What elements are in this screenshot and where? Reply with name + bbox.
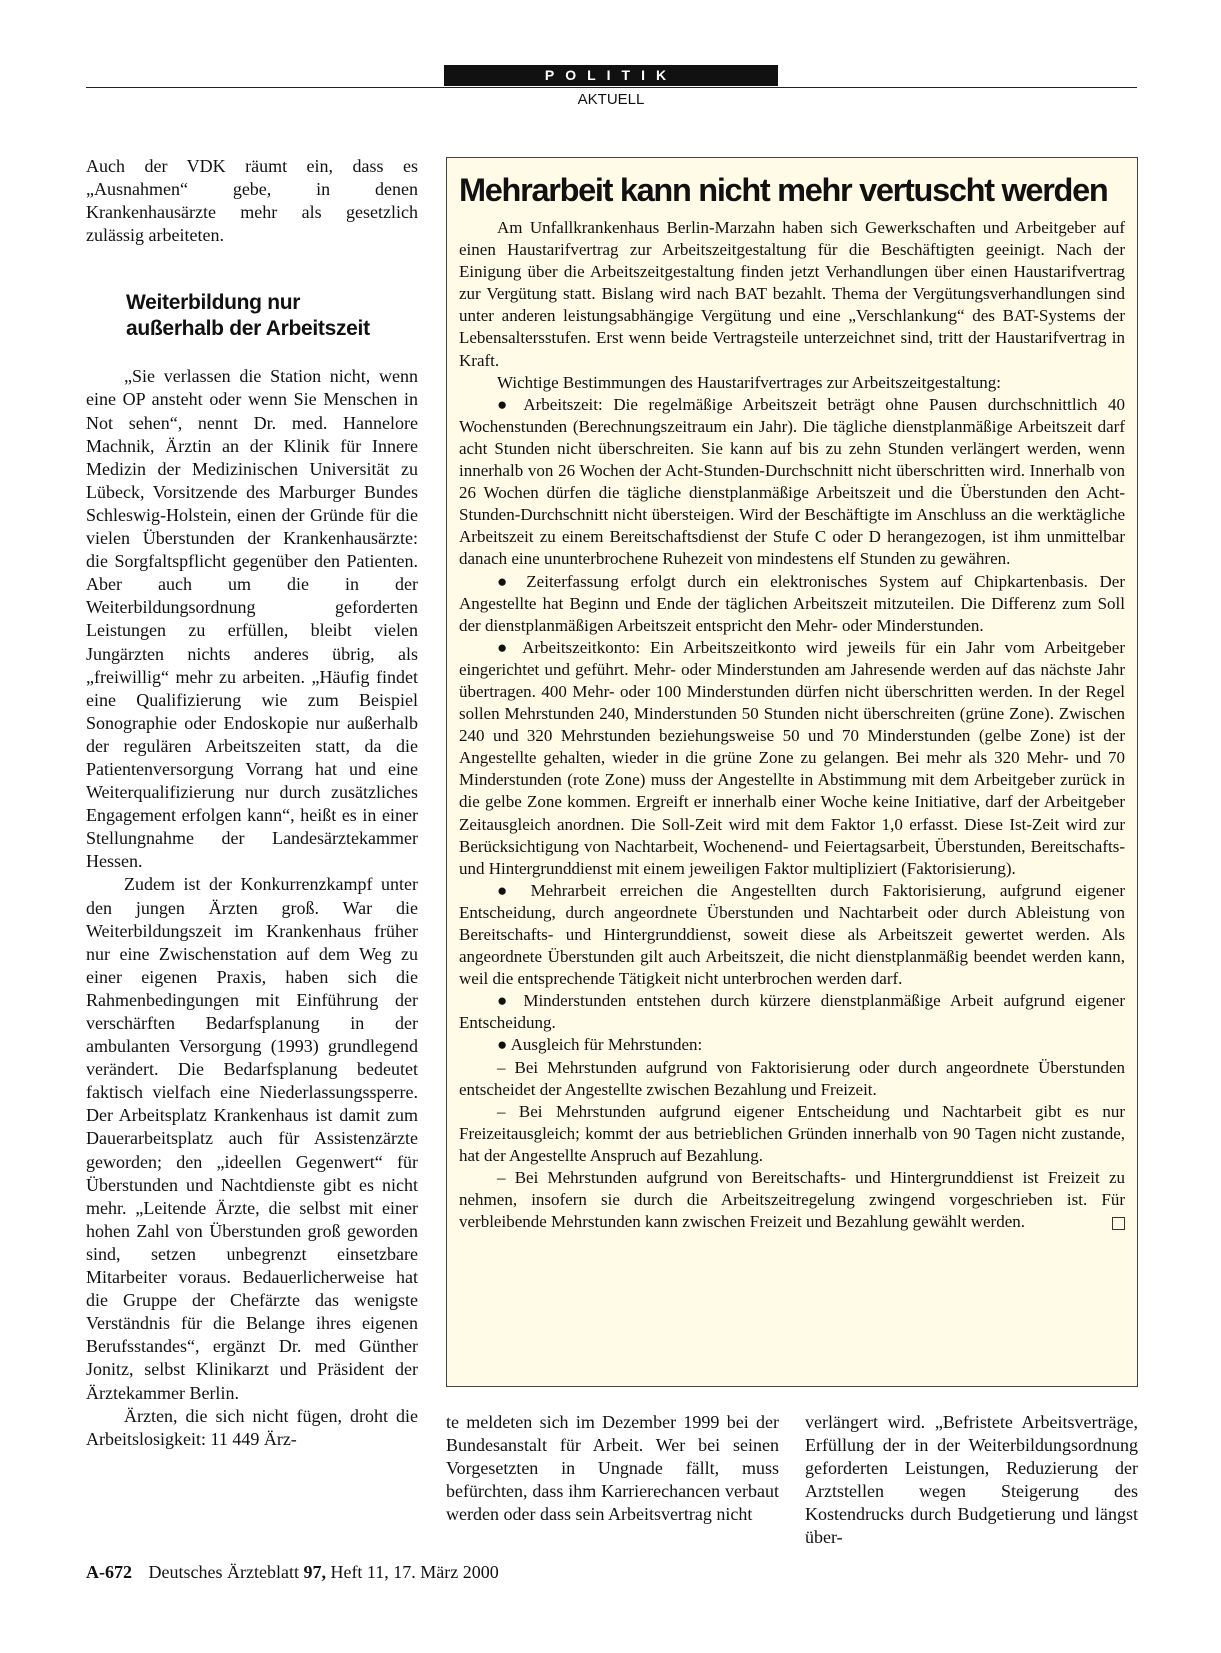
middle-column-text: te meldeten sich im Dezember 1999 bei der Bundesanstalt für Arbeit. Wer bei seinen Vorgesetzten in Ungnade fällt, muss befürchten, dass ihm Karrierechancen verbaut werden oder dass sein Arbeitsvertrag nicht [446, 1412, 779, 1525]
page-number: A-672 [86, 1562, 132, 1582]
left-para-3: Zudem ist der Konkurrenzkampf unter den jungen Ärzten groß. War die Weiterbildungszeit im Krankenhaus früher nur eine Zwischenstation auf dem Weg zu einer eigenen Praxis, haben sich die Rahmenbedingungen mit Einführung der verschärften Bedarfsplanung in der ambulanten Versorgung (1993) grundlegend verändert. Die Bedarfsplanung bedeutet faktisch vielfach eine Niederlassungssperre. Der Arbeitsplatz Krankenhaus ist damit zum Dauerarbeitsplatz auch für Assistenzärzte geworden; den „ideellen Gegenwert“ für Überstunden und Nachtdienste gibt es nicht mehr. „Leitende Ärzte, die selbst mit einer hohen Zahl von Überstunden groß geworden sind, setzen unbegrenzt einsetzbare Mitarbeiter voraus. Bedauerlicherweise hat die Gruppe der Chefärzte das wenigste Verständnis für die Belange ihres eigenen Berufsstandes“, ergänzt Dr. med Günther Jonitz, selbst Klinikarzt und Präsident der Ärztekammer Berlin. [86, 874, 418, 1403]
box-paragraph: – Bei Mehrstunden aufgrund eigener Entscheidung und Nachtarbeit gibt es nur Freizeitausgleich; kommt der aus betrieblichen Gründen innerhalb von 90 Tagen nicht zustande, hat der Angestellte Anspruch auf Bezahlung. [459, 1101, 1125, 1165]
left-para-2: „Sie verlassen die Station nicht, wenn eine OP ansteht oder wenn Sie Menschen in Not sehen“, nennt Dr. med. Hannelore Machnik, Ärztin an der Klinik für Innere Medizin der Medizinischen Universität zu Lübeck, Vorsitzende des Marburger Bundes Schleswig-Holstein, einen der Gründe für die vielen Überstunden der Krankenhausärzte: die Sorgfaltspflicht gegenüber den Patienten. Aber auch um die in der Weiterbildungsordnung geforderten Leistungen zu erfüllen, bleibt vielen Jungärzten nichts anderes übrig, als „freiwillig“ mehr zu arbeiten. „Häufig findet eine Qualifizierung wie zum Beispiel Sonographie oder Endoskopie nur außerhalb der regulären Arbeitszeiten statt, da die Patientenversorgung Vorrang hat und eine Weiterqualifizierung nur durch zusätzliches Engagement erfolgen kann“, heißt es in einer Stellungnahme der Landesärztekammer Hessen. [86, 366, 418, 872]
box-paragraph: ● Zeiterfassung erfolgt durch ein elektronisches System auf Chipkartenbasis. Der Angestellte hat Beginn und Ende der täglichen Arbeitszeit mitzuteilen. Die Differenz zum Soll der dienstplanmäßigen Arbeitszeit entspricht den Mehr- oder Minderstunden. [459, 571, 1125, 635]
journal-volume: 97, [303, 1562, 326, 1582]
box-paragraph: Am Unfallkrankenhaus Berlin-Marzahn haben sich Gewerkschaften und Arbeitgeber auf einen Haustarifvertrag zur Arbeitszeitgestaltung für die Beschäftigten geeinigt. Nach der Einigung über die Arbeitszeitgestaltung finden jetzt Verhandlungen über einen Haustarifvertrag zur Vergütung statt. Bislang wird nach BAT bezahlt. Thema der Vergütungsverhandlungen sind unter anderen leistungsabhängige Vergütung und eine „Verschlankung“ des BAT-Systems der Lebensaltersstufen. Erst wenn beide Vertragsteile unterzeichnet sind, tritt der Haustarifvertrag in Kraft. [459, 218, 1125, 370]
info-box [446, 157, 1138, 1387]
left-column [86, 155, 418, 1451]
box-paragraph: ● Arbeitszeit: Die regelmäßige Arbeitszeit beträgt ohne Pausen durchschnittlich 40 Wochenstunden (Berechnungszeitraum ein Jahr). Die tägliche dienstplanmäßige Arbeitszeit darf acht Stunden nicht überschreiten. Sie kann auf bis zu zehn Stunden verlängert werden, wenn innerhalb von 26 Wochen der Acht-Stunden-Durchschnitt nicht überschritten wird. Innerhalb von 26 Wochen dürfen die tägliche dienstplanmäßige Arbeitszeit und die Überstunden den Acht-Stunden-Durchschnitt nicht übersteigen. Wird der Beschäftigte im Anschluss an die werktägliche Arbeitszeit zu einem Bereitschaftsdienst der Stufe C oder D herangezogen, ist ihm unmittelbar danach eine ununterbrochene Ruhezeit von mindestens elf Stunden zu gewähren. [459, 394, 1125, 569]
right-column-text: verlängert wird. „Befristete Arbeitsverträge, Erfüllung der in der Weiterbildungsordnung geforderten Leistungen, Reduzierung der Arztstellen wegen Steigerung des Kostendrucks durch Budgetierung und längst über- [805, 1412, 1138, 1548]
subheading-line-2: außerhalb der Arbeitszeit [126, 317, 370, 341]
box-paragraph-last-text: – Bei Mehrstunden aufgrund von Bereitschafts- und Hintergrunddienst ist Freizeit zu nehmen, insofern sie durch die Arbeitszeitregelung zwingend vorgeschrieben ist. Für verbleibende Mehrstunden kann zwischen Freizeit und Bezahlung gewählt werden. [459, 1168, 1125, 1232]
left-para-1: Auch der VDK räumt ein, dass es „Ausnahmen“ gebe, in denen Krankenhausärzte mehr als gesetzlich zulässig arbeiteten. [86, 156, 418, 246]
journal-name: Deutsches Ärzteblatt [148, 1562, 299, 1582]
left-para-4: Ärzten, die sich nicht fügen, droht die Arbeitslosigkeit: 11 449 Ärz- [86, 1405, 418, 1449]
box-paragraph: ● Ausgleich für Mehrstunden: [497, 1035, 703, 1055]
page-footer [86, 1562, 499, 1583]
right-column [805, 1411, 1138, 1550]
box-title: Mehrarbeit kann nicht mehr vertuscht werden [459, 172, 1108, 208]
box-paragraph: Wichtige Bestimmungen des Haustarifvertrages zur Arbeitszeitgestaltung: [497, 372, 1001, 392]
end-of-article-icon [1112, 1217, 1125, 1230]
box-paragraph: ● Arbeitszeitkonto: Ein Arbeitszeitkonto wird jeweils für ein Jahr vom Arbeitgeber eingerichtet und geführt. Mehr- oder Minderstunden am Jahresende werden auf das nächste Jahr übertragen. 400 Mehr- oder 100 Minderstunden dürfen nicht überschritten werden. In der Regel sollen Mehrstunden 240, Minderstunden 50 Stunden nicht überschreiten (grüne Zone). Zwischen 240 und 320 Mehrstunden beziehungsweise 50 und 70 Minderstunden (gelbe Zone) ist der Angestellte gehalten, wieder in die grüne Zone zu gelangen. Bei mehr als 320 Mehr- und 70 Minderstunden (rote Zone) muss der Angestellte in Abstimmung mit dem Arbeitgeber zurück in die gelbe Zone kommen. Ergreift er innerhalb einer Woche keine Initiative, darf der Arbeitgeber Zeitausgleich anordnen. Die Soll-Zeit wird mit dem Faktor 1,0 erfasst. Diese Ist-Zeit wird zur Berücksichtigung von Nachtarbeit, Wochenend- und Feiertagsarbeit, Überstunden, Bereitschafts- und Hintergrunddienst mit einem jeweiligen Faktor multipliziert (Faktorisierung). [459, 637, 1125, 878]
box-paragraph: – Bei Mehrstunden aufgrund von Faktorisierung oder durch angeordnete Überstunden entscheidet der Angestellte zwischen Bezahlung und Freizeit. [459, 1057, 1125, 1099]
box-paragraph-last [459, 1167, 1125, 1233]
header-rule [86, 87, 1137, 88]
journal-issue: Heft 11, 17. März 2000 [330, 1562, 499, 1582]
subsection-label: AKTUELL [577, 91, 645, 108]
subheading [126, 290, 418, 342]
subheading-line-1: Weiterbildung nur [126, 291, 301, 315]
box-body [459, 217, 1125, 1233]
box-paragraph: ● Mehrarbeit erreichen die Angestellten durch Faktorisierung, aufgrund eigener Entscheidung, durch angeordnete Überstunden und Nachtarbeit oder durch Ableistung von Bereitschafts- und Hintergrunddienst, soweit diese als Arbeitszeit gewertet werden. Als angeordnete Überstunden gilt auch Arbeitszeit, die nicht dienstplanmäßig beendet werden kann, weil die entsprechende Tätigkeit nicht unterbrochen werden darf. [459, 880, 1125, 989]
middle-column [446, 1411, 779, 1526]
section-label: POLITIK [444, 65, 778, 86]
box-paragraph: ● Minderstunden entstehen durch kürzere dienstplanmäßige Arbeit aufgrund eigener Entscheidung. [459, 991, 1125, 1033]
